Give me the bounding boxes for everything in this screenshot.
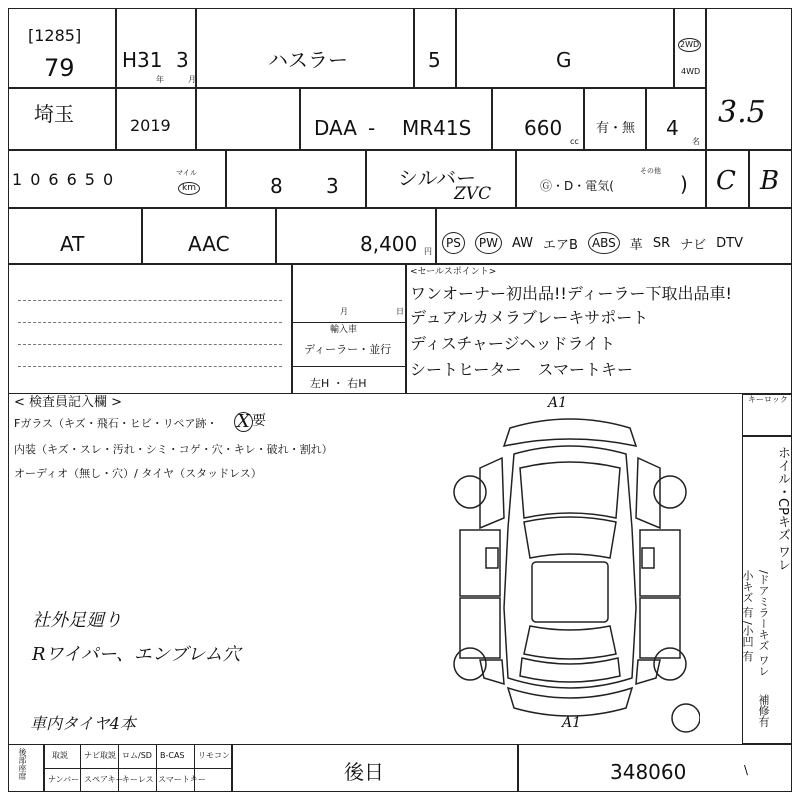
model-prefix: DAA: [314, 116, 357, 140]
fuel-paren: ): [680, 172, 688, 196]
mileage-digit: 0: [30, 170, 41, 189]
inspector-line: 内装（キズ・スレ・汚れ・シミ・コゲ・穴・キレ・破れ・割れ）: [14, 443, 333, 456]
lot-ref: [1285]: [28, 26, 82, 45]
footer-label: スペアキー: [84, 775, 124, 784]
fuel-options: Ⓖ・D・電気(: [540, 179, 614, 193]
sales-point-line: シートヒーター スマートキー: [410, 360, 634, 379]
equip-navi: ナビ: [680, 237, 707, 253]
reg-day-label: 日: [396, 307, 404, 316]
equip-pw: PW: [475, 232, 502, 254]
mileage-digit: 5: [84, 170, 95, 189]
left-front-fender: [480, 458, 504, 528]
front-damage-label: A1: [548, 395, 568, 411]
mileage-unit-label: マイル: [176, 169, 197, 177]
color-name: シルバー: [398, 166, 477, 190]
year-suffix: 年: [156, 75, 164, 84]
equip-airbag: エアB: [543, 237, 578, 253]
sales-points-header: <セールスポイント>: [410, 267, 497, 277]
sales-point-line: ワンオーナー初出品!!ディーラー下取出品車!: [410, 284, 732, 303]
aircon: AAC: [188, 232, 230, 256]
side-text: ホイル・CPキズ ワレ: [775, 446, 790, 572]
inspector-mark-need: 要: [252, 413, 266, 429]
equip-dtv: DTV: [716, 235, 743, 251]
footer-label: キーレス: [122, 775, 154, 784]
footer-label: リモコン: [198, 751, 230, 760]
yen-unit: 円: [424, 247, 432, 256]
spare-wheel: [672, 704, 700, 732]
mileage-digit: 6: [48, 170, 59, 189]
equip-ps: PS: [442, 232, 465, 254]
transmission: AT: [60, 232, 85, 256]
footer-label: ナンバー: [48, 775, 80, 784]
tailgate: [520, 658, 620, 682]
equip-sr: SR: [652, 235, 671, 251]
stray-mark: \: [744, 763, 749, 777]
recycle-fee: 8,400: [360, 232, 418, 256]
footer-side-label: 後部座席: [18, 748, 27, 780]
equip-aw: AW: [511, 235, 534, 251]
month-suffix: 月: [188, 75, 196, 84]
chassis-number: 348060: [610, 760, 687, 784]
left-mirror: [486, 548, 498, 568]
shaken-month: 3: [326, 174, 339, 198]
left-front-door: [460, 530, 500, 596]
right-front-fender: [636, 458, 660, 528]
equip-leather: 革: [629, 237, 643, 253]
first-reg-month: 3: [176, 48, 189, 72]
footer-label: B-CAS: [160, 751, 185, 760]
steering: 左H ・ 右H: [310, 377, 367, 390]
footer-label: スマートキー: [158, 775, 206, 784]
car-diagram: [440, 408, 700, 738]
sales-point-line: ディスチャージヘッドライト: [410, 334, 616, 353]
mileage-digit: 6: [66, 170, 77, 189]
exterior-grade: C: [716, 166, 736, 196]
side-text: 小キズ 有 /小凹 有: [741, 570, 754, 662]
windshield: [524, 517, 616, 558]
seating: 4: [666, 116, 679, 140]
interior-grade: B: [760, 166, 780, 196]
right-front-door: [640, 530, 680, 596]
inspector-header: < 検査員記入欄 >: [14, 395, 123, 410]
handwritten-note: Rワイパー、エンブレム穴: [32, 644, 241, 665]
import-dealer: ディーラー・並行: [304, 343, 392, 356]
score: 3.5: [718, 95, 766, 130]
inspector-line: オーディオ（無し・穴）/ タイヤ（スタッドレス）: [14, 467, 262, 480]
fuel-other: その他: [640, 167, 661, 175]
km-unit: km: [178, 182, 200, 195]
mileage-digit: 0: [102, 170, 114, 189]
cc-unit: cc: [570, 137, 579, 146]
equip-abs: ABS: [588, 232, 620, 254]
lot-number: 79: [44, 54, 75, 82]
rear-bumper: [508, 688, 632, 716]
side-text: 補修有: [757, 694, 770, 727]
seating-unit: 名: [692, 137, 700, 146]
equipment-list: [442, 232, 743, 254]
first-reg-era: H31: [122, 48, 163, 72]
front-bumper: [504, 419, 636, 446]
mileage-digit: 1: [12, 170, 23, 189]
footer-label: ロム/SD: [122, 751, 152, 760]
doors: 5: [428, 48, 441, 72]
grade: G: [556, 48, 572, 72]
handwritten-note: 社外足廻り: [32, 610, 122, 631]
rear-window: [524, 626, 616, 659]
side-text: /ドアミラーキズ ワレ: [757, 570, 770, 677]
color-code: ZVC: [454, 184, 492, 204]
car-name: ハスラー: [268, 48, 348, 72]
drive-2wd: 2WD: [678, 38, 701, 52]
key-lock-label: キーロック: [748, 395, 788, 404]
import-label: 輸入車: [330, 325, 358, 335]
region: 埼玉: [34, 102, 74, 126]
rear-damage-label: A1: [562, 715, 582, 731]
warranty: 有・無: [596, 121, 636, 136]
footer-label: 取説: [52, 751, 68, 760]
drive-4wd: 4WD: [681, 67, 701, 76]
mileage-digits: [12, 170, 113, 189]
displacement: 660: [524, 116, 563, 140]
left-front-wheel: [454, 476, 486, 508]
inspector-mark-x: X: [234, 412, 253, 432]
model-year: 2019: [130, 116, 171, 135]
roof: [532, 562, 608, 622]
hood: [520, 462, 620, 518]
right-front-wheel: [654, 476, 686, 508]
footer-label: ナビ取説: [84, 751, 116, 760]
right-mirror: [642, 548, 654, 568]
shaken-year: 8: [270, 174, 283, 198]
handwritten-note: 車内タイヤ4本: [30, 714, 136, 733]
model-code: MR41S: [402, 116, 472, 140]
sales-point-line: デュアルカメラブレーキサポート: [410, 308, 649, 327]
reg-month-label: 月: [340, 307, 348, 316]
delivery-label: 後日: [344, 760, 384, 784]
inspector-line: Fガラス（キズ・飛石・ヒビ・リペア跡・: [14, 417, 218, 430]
model-dash: -: [368, 116, 376, 140]
